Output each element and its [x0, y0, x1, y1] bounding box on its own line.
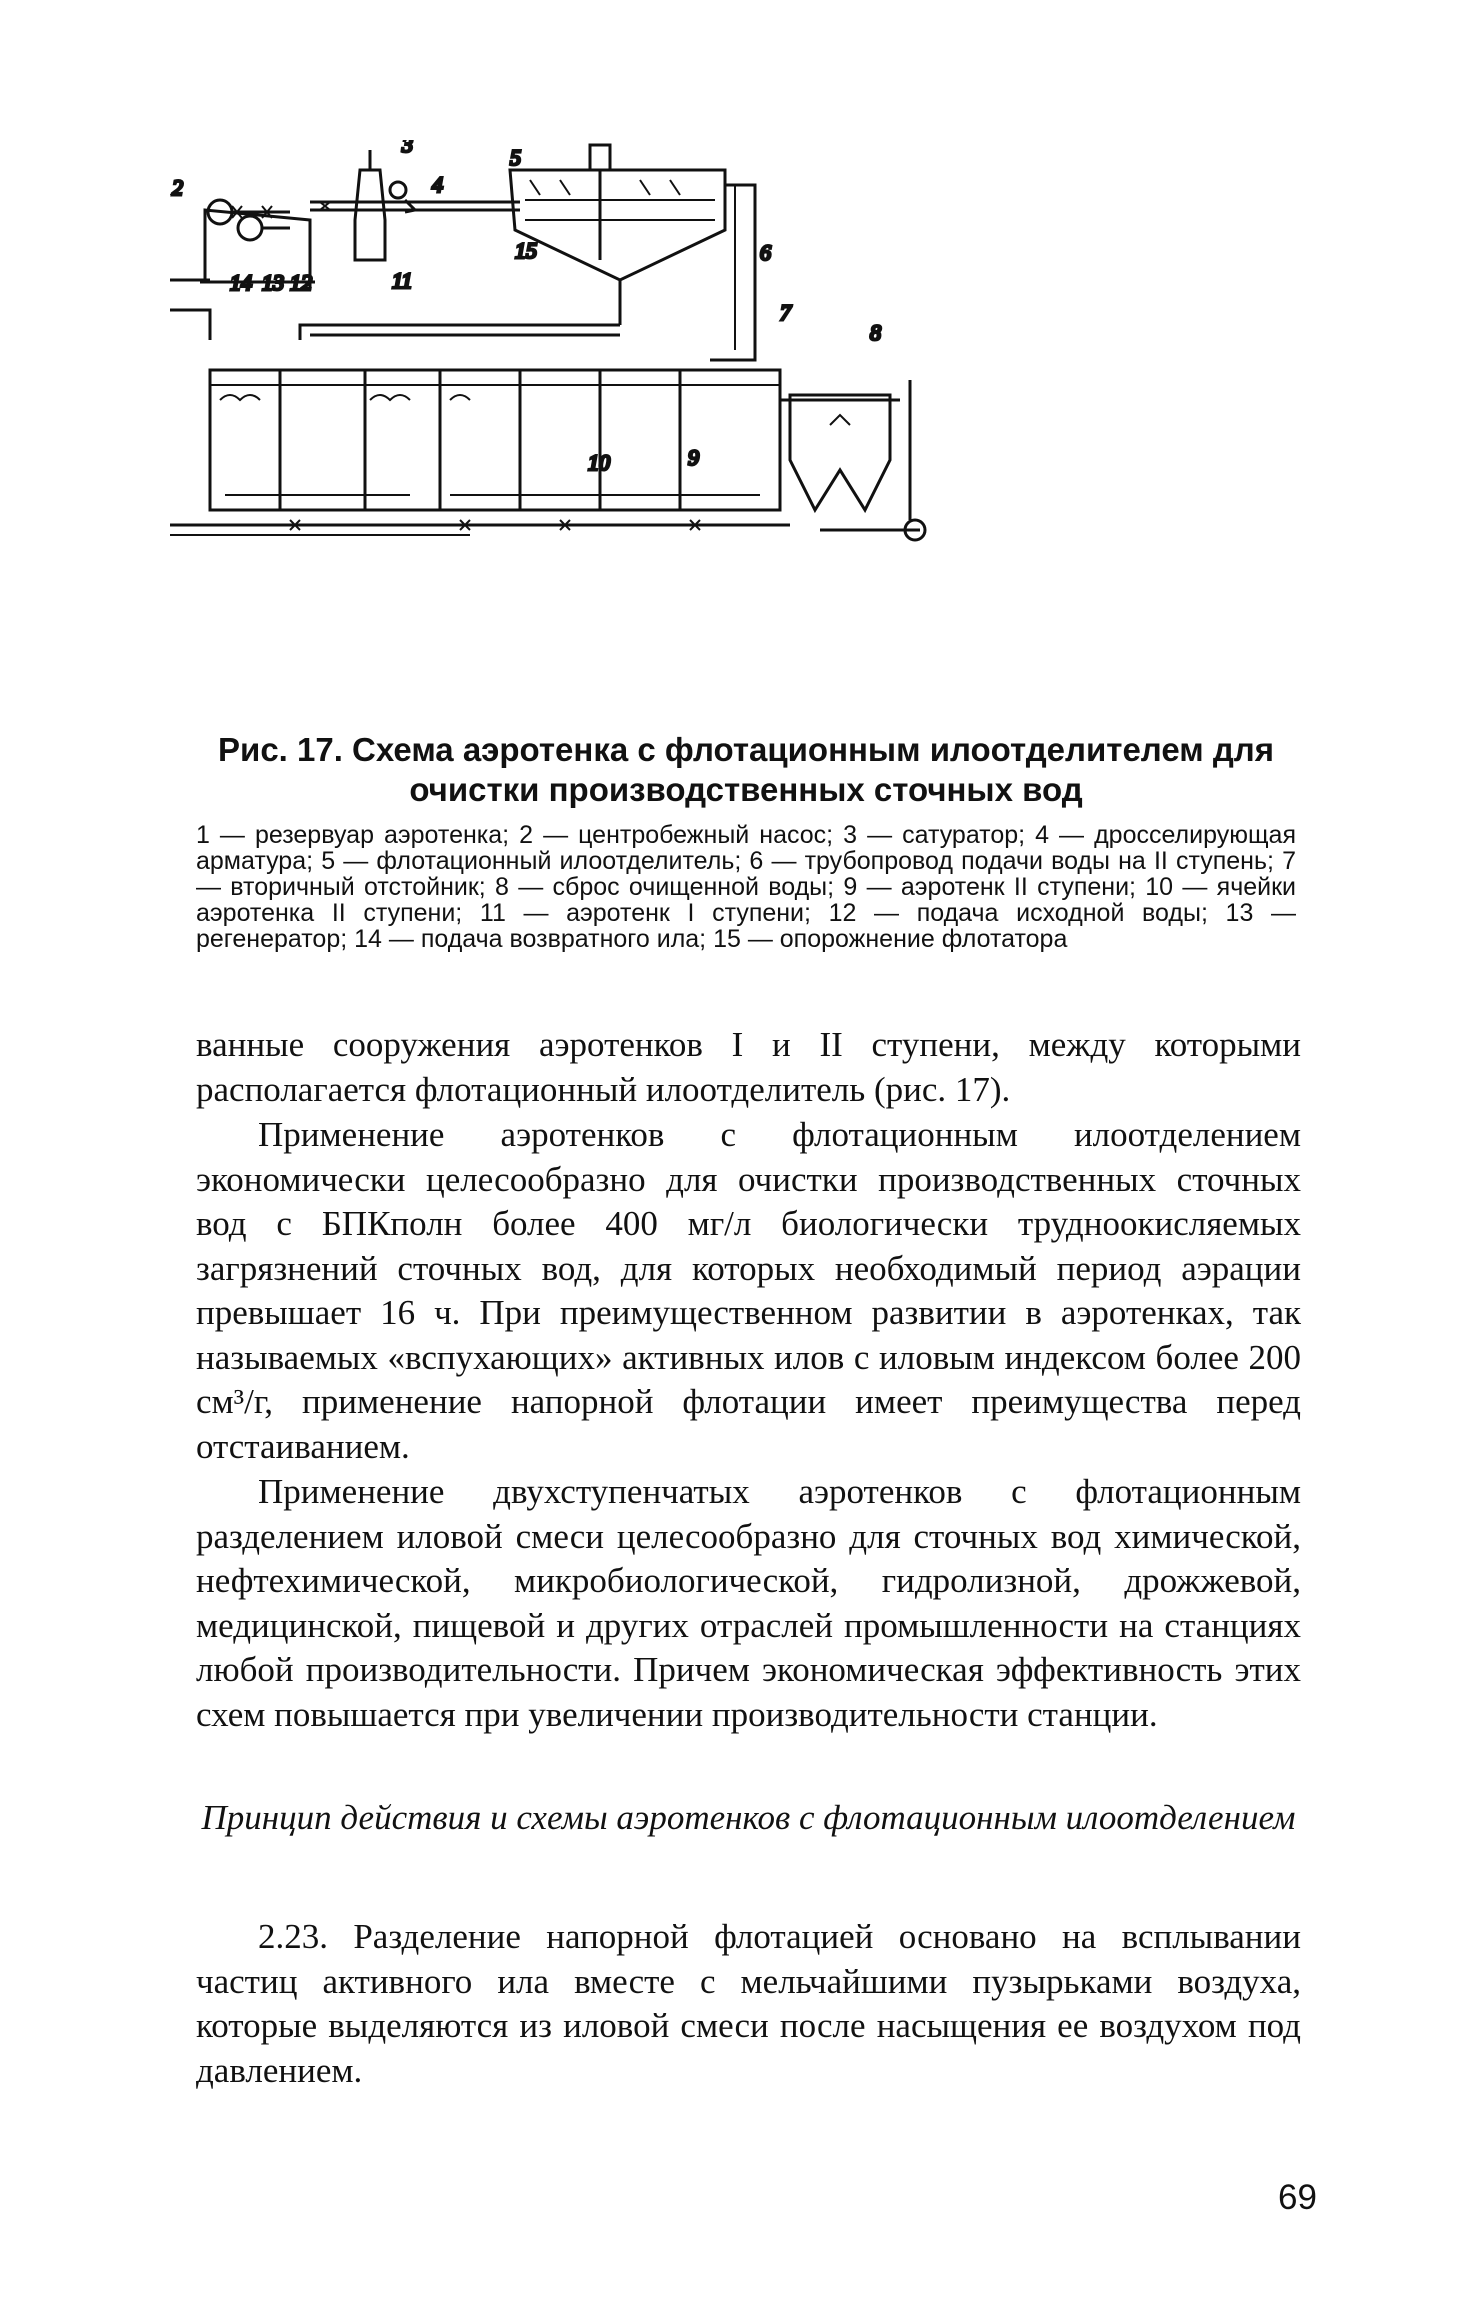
- label-11: 11: [392, 268, 413, 293]
- paragraph-3: Применение двухступенчатых аэротенков с флотационным разделением иловой смеси целесообразно для сточных вод химической, нефтехимической, микробиологической, гидролизной, дрожжевой, медицинской, пищевой и других отраслей промышленности на станциях любой производительности. Причем экономическая эффективность этих схем повышается при увеличении производительности станции.: [196, 1472, 1301, 1734]
- section-subheading: Принцип действия и схемы аэротенков с флотационным илоотделением: [201, 1798, 1296, 1837]
- label-4: 4: [432, 172, 443, 197]
- paragraph-2: Применение аэротенков с флотационным илоотделением экономически целесообразно для очистки производственных сточных вод с БПКполн более 400 мг/л биологически трудноокисляемых загрязнений сточных вод, для которых необходимый период аэрации превышает 16 ч. При преимущественном развитии в аэротенках, так называемых «вспухающих» активных илов с иловым индексом более 200 см³/г, применение напорной флотации имеет преимущества перед отстаиванием.: [196, 1115, 1301, 1466]
- page-number: 69: [1278, 2178, 1317, 2217]
- secondary-clarifier: [780, 380, 925, 540]
- paragraph-4: 2.23. Разделение напорной флотацией основано на всплывании частиц активного ила вместе с мельчайшими пузырьками воздуха, которые выделяются из иловой смеси после насыщения ее воздухом под давлением.: [196, 1917, 1301, 2090]
- flotator: [510, 145, 725, 325]
- label-5: 5: [510, 145, 521, 170]
- label-3: 3: [402, 140, 413, 157]
- label-13: 13: [262, 270, 284, 295]
- paragraph-1: ванные сооружения аэротенков I и II ступени, между которыми располагается флотационный илоотделитель (рис. 17).: [196, 1025, 1301, 1109]
- label-12: 12: [290, 270, 312, 295]
- label-8: 8: [870, 320, 881, 345]
- label-10: 10: [588, 450, 610, 475]
- label-14: 14: [230, 270, 252, 295]
- figure-caption: [196, 730, 1296, 952]
- label-2: 2: [172, 175, 183, 200]
- caption-title: Рис. 17. Схема аэротенка с флотационным илоотделителем для очистки производственных сточных вод: [218, 731, 1274, 808]
- label-6: 6: [760, 240, 771, 265]
- saturator: [355, 150, 406, 260]
- aeration-tank-diagram: [170, 140, 1320, 700]
- caption-legend: 1 — резервуар аэротенка; 2 — центробежный насос; 3 — сатуратор; 4 — дросселирующая арматура; 5 — флотационный илоотделитель; 6 — трубопровод подачи воды на II ступень; 7 — вторичный отстойник; 8 — сброс очищенной воды; 9 — аэротенк II ступени; 10 — ячейки аэротенка II ступени; 11 — аэротенк I ступени; 12 — подача исходной воды; 13 — регенератор; 14 — подача возвратного ила; 15 — опорожнение флотатора: [196, 821, 1296, 953]
- label-15: 15: [515, 238, 537, 263]
- label-7: 7: [780, 300, 791, 325]
- label-9: 9: [688, 445, 699, 470]
